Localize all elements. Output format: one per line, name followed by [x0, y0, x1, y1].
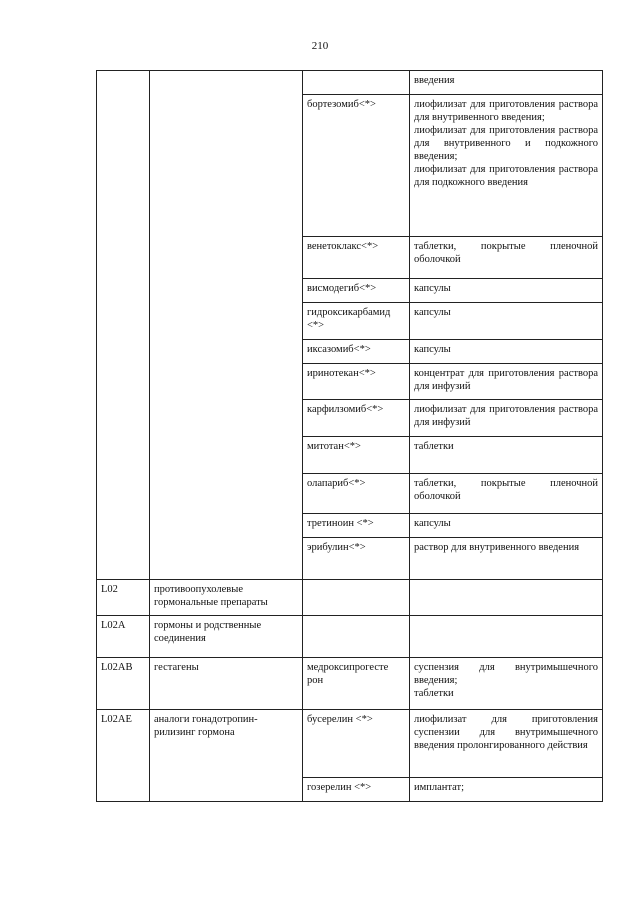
drug-cell: иксазомиб<*> — [303, 340, 410, 364]
atc-code-cell: L02 — [97, 580, 150, 616]
drug-cell: карфилзомиб<*> — [303, 400, 410, 437]
dosage-form-cell: таблетки — [410, 437, 603, 474]
atc-code-cell — [97, 71, 150, 580]
group-cell: гормоны и родственные соединения — [150, 616, 303, 658]
page-number: 210 — [311, 40, 329, 52]
drug-cell: висмодегиб<*> — [303, 279, 410, 303]
drug-cell — [303, 616, 410, 658]
drug-cell: олапариб<*> — [303, 474, 410, 514]
drug-cell: третиноин <*> — [303, 514, 410, 538]
drug-cell: венетоклакс<*> — [303, 237, 410, 279]
drug-cell — [303, 580, 410, 616]
drug-table — [96, 70, 603, 802]
table-row — [97, 616, 603, 658]
dosage-form-cell: раствор для внутривенного введения — [410, 538, 603, 580]
drug-cell — [303, 71, 410, 95]
table-row — [97, 658, 603, 710]
atc-code-cell: L02AB — [97, 658, 150, 710]
dosage-form-cell: введения — [410, 71, 603, 95]
dosage-form-cell — [410, 580, 603, 616]
drug-cell: гозерелин <*> — [303, 778, 410, 802]
dosage-form-cell: концентрат для приготовления раствора для инфузий — [410, 364, 603, 400]
table-row — [97, 710, 603, 778]
group-cell: гестагены — [150, 658, 303, 710]
drug-cell: бусерелин <*> — [303, 710, 410, 778]
table-row — [97, 580, 603, 616]
drug-cell: гидроксикарбамид <*> — [303, 303, 410, 340]
dosage-form-cell: капсулы — [410, 340, 603, 364]
drug-cell: эрибулин<*> — [303, 538, 410, 580]
dosage-form-cell: лиофилизат для приготовления суспензии для внутримышечного введения пролонгированного действия — [410, 710, 603, 778]
dosage-form-cell — [410, 616, 603, 658]
group-cell: аналоги гонадотропин-рилизинг гормона — [150, 710, 303, 802]
dosage-form-cell: таблетки, покрытые пленочной оболочкой — [410, 237, 603, 279]
table-row — [97, 71, 603, 95]
atc-code-cell: L02AE — [97, 710, 150, 802]
drug-cell: иринотекан<*> — [303, 364, 410, 400]
group-cell: противоопухолевые гормональные препараты — [150, 580, 303, 616]
drug-cell: бортезомиб<*> — [303, 95, 410, 237]
group-cell — [150, 71, 303, 580]
dosage-form-cell: имплантат; — [410, 778, 603, 802]
dosage-form-cell: таблетки, покрытые пленочной оболочкой — [410, 474, 603, 514]
dosage-form-cell: капсулы — [410, 303, 603, 340]
dosage-form-cell: лиофилизат для приготовления раствора для инфузий — [410, 400, 603, 437]
dosage-form-cell: капсулы — [410, 279, 603, 303]
table-body — [97, 71, 603, 802]
dosage-form-cell: суспензия для внутримышечного введения; таблетки — [410, 658, 603, 710]
drug-cell: медроксипрогесте рон — [303, 658, 410, 710]
atc-code-cell: L02A — [97, 616, 150, 658]
dosage-form-cell: лиофилизат для приготовления раствора для внутривенного введения; лиофилизат для приготовления раствора для внутривенного и подкожного введения; лиофилизат для приготовления раствора для подкожного введения — [410, 95, 603, 237]
dosage-form-cell: капсулы — [410, 514, 603, 538]
drug-cell: митотан<*> — [303, 437, 410, 474]
